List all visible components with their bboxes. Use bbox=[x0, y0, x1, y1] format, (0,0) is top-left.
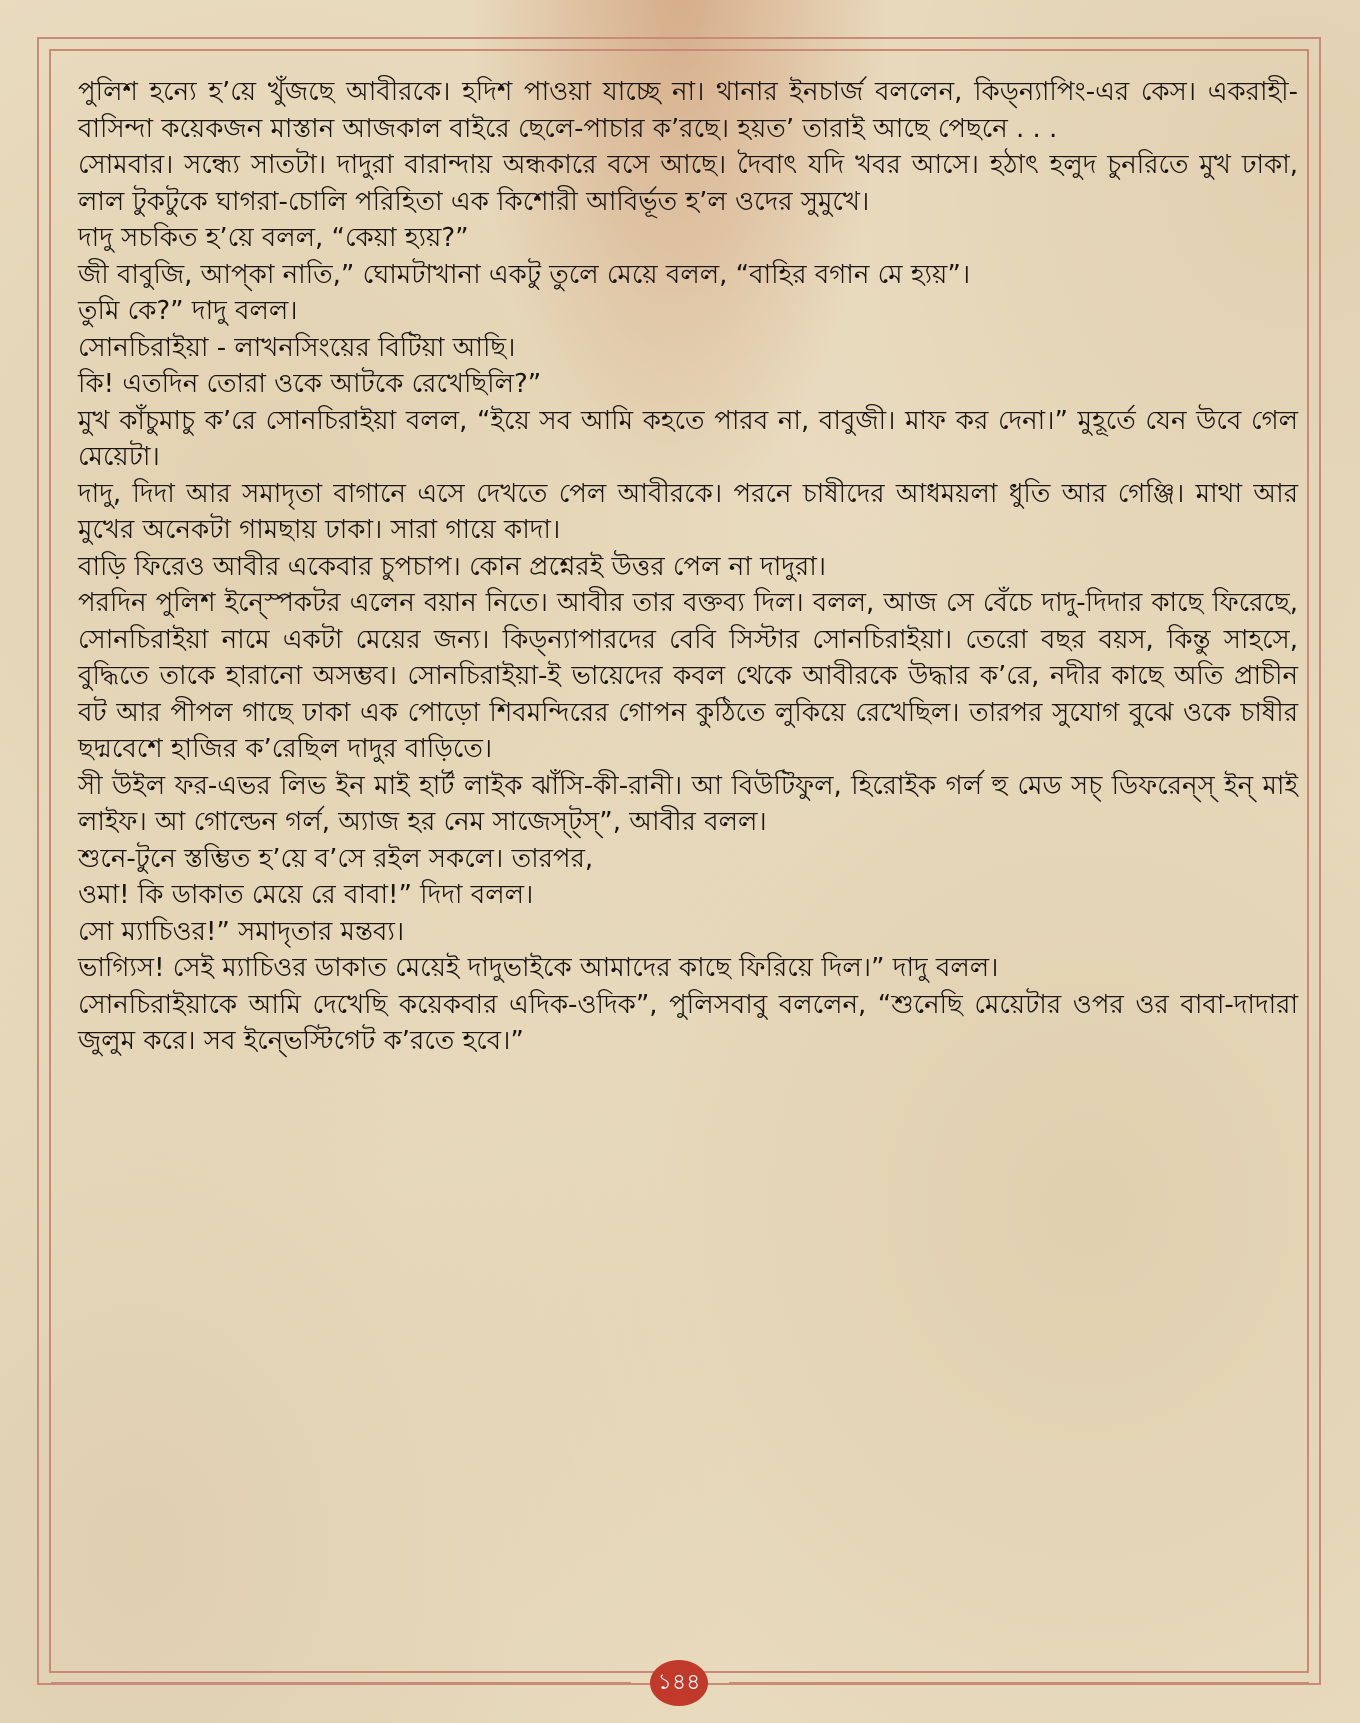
paragraph-5: তুমি কে?” দাদু বলল। bbox=[78, 296, 298, 326]
paragraph-14: ওমা! কি ডাকাত মেয়ে রে বাবা!” দিদা বলল। bbox=[78, 880, 534, 910]
paragraph-12: সী উইল ফর-এভর লিভ ইন মাই হার্ট লাইক ঝাঁসি-কী-রানী। আ বিউটিফুল, হিরোইক গর্ল হু মেড সচ্ ডিফরেন্স্ ইন্ মাই লাইফ। আ গোল্ডেন গর্ল, অ্যাজ হর নেম সাজেস্ট্স্”, আবীর বলল। bbox=[78, 770, 1298, 837]
page-footer bbox=[0, 1660, 1360, 1706]
footer-rule-left bbox=[51, 1682, 631, 1684]
paragraph-8: মুখ কাঁচুমাচু ক’রে সোনচিরাইয়া বলল, “ইয়ে সব আমি কহতে পারব না, বাবুজী। মাফ কর দেনা।” মুহূর্তে যেন উবে গেল মেয়েটা। bbox=[78, 405, 1298, 472]
paragraph-1: পুলিশ হন্যে হ’য়ে খুঁজছে আবীরকে। হদিশ পাওয়া যাচ্ছে না। থানার ইনচার্জ বললেন, কিড্ন্যাপিং-এর কেস। একরাহী-বাসিন্দা কয়েকজন মাস্তান আজকাল বাইরে ছেলে-পাচার ক’রছে। হয়ত’ তারাই আছে পেছনে . . . bbox=[78, 77, 1298, 144]
story-text-block bbox=[78, 74, 1298, 1060]
paragraph-4: জী বাবুজি, আপ্কা নাতি,” ঘোমটাখানা একটু তুলে মেয়ে বলল, “বাহির বগান মে হ্যয়”। bbox=[78, 259, 971, 290]
paragraph-17: সোনচিরাইয়াকে আমি দেখেছি কয়েকবার এদিক-ওদিক”, পুলিসবাবু বললেন, “শুনেছি মেয়েটার ওপর ওর বাবা-দাদারা জুলুম করে। সব ইন্ভেস্টিগেট ক’রতে হবে।” bbox=[78, 989, 1298, 1056]
paragraph-9: দাদু, দিদা আর সমাদৃতা বাগানে এসে দেখতে পেল আবীরকে। পরনে চাষীদের আধময়লা ধুতি আর গেঞ্জি। মাথা আর মুখের অনেকটা গামছায় ঢাকা। সারা গায়ে কাদা। bbox=[78, 478, 1298, 545]
paragraph-2: সোমবার। সন্ধ্যে সাতটা। দাদুরা বারান্দায় অন্ধকারে বসে আছে। দৈবাৎ যদি খবর আসে। হঠাৎ হলুদ চুনরিতে মুখ ঢাকা, লাল টুকটুকে ঘাগরা-চোলি পরিহিতা এক কিশোরী আবির্ভূত হ’ল ওদের সুমুখে। bbox=[78, 150, 1298, 217]
page-number-badge: ১৪৪ bbox=[650, 1660, 708, 1706]
paragraph-6: সোনচিরাইয়া - লাখনসিংয়ের বিটিয়া আছি। bbox=[78, 332, 516, 363]
paragraph-13: শুনে-টুনে স্তম্ভিত হ’য়ে ব’সে রইল সকলে। তারপর, bbox=[78, 843, 594, 874]
paragraph-15: সো ম্যাচিওর!” সমাদৃতার মন্তব্য। bbox=[78, 916, 405, 947]
footer-rule-right bbox=[729, 1682, 1309, 1684]
paragraph-16: ভাগ্যিস! সেই ম্যাচিওর ডাকাত মেয়েই দাদুভাইকে আমাদের কাছে ফিরিয়ে দিল।” দাদু বলল। bbox=[78, 953, 999, 983]
paragraph-11: পরদিন পুলিশ ইন্স্পেকটর এলেন বয়ান নিতে। আবীর তার বক্তব্য দিল। বলল, আজ সে বেঁচে দাদু-দিদার কাছে ফিরেছে, সোনচিরাইয়া নামে একটা মেয়ের জন্য। কিড্ন্যাপারদের বেবি সিস্টার সোনচিরাইয়া। তেরো বছর বয়স, কিন্তু সাহসে, বুদ্ধিতে তাকে হারানো অসম্ভব। সোনচিরাইয়া-ই ভায়েদের কবল থেকে আবীরকে উদ্ধার ক’রে, নদীর কাছে অতি প্রাচীন বট আর পীপল গাছে ঢাকা এক পোড়ো শিবমন্দিরের গোপন কুঠিতে লুকিয়ে রেখেছিল। তারপর সুযোগ বুঝে ওকে চাষীর ছদ্মবেশে হাজির ক’রেছিল দাদুর বাড়িতে। bbox=[78, 588, 1298, 764]
paragraph-3: দাদু সচকিত হ’য়ে বলল, “কেয়া হ্যয়?” bbox=[78, 223, 469, 253]
paragraph-7: কি! এতদিন তোরা ওকে আটকে রেখেছিলি?” bbox=[78, 369, 542, 399]
paragraph-10: বাড়ি ফিরেও আবীর একেবার চুপচাপ। কোন প্রশ্নেরই উত্তর পেল না দাদুরা। bbox=[78, 551, 827, 582]
